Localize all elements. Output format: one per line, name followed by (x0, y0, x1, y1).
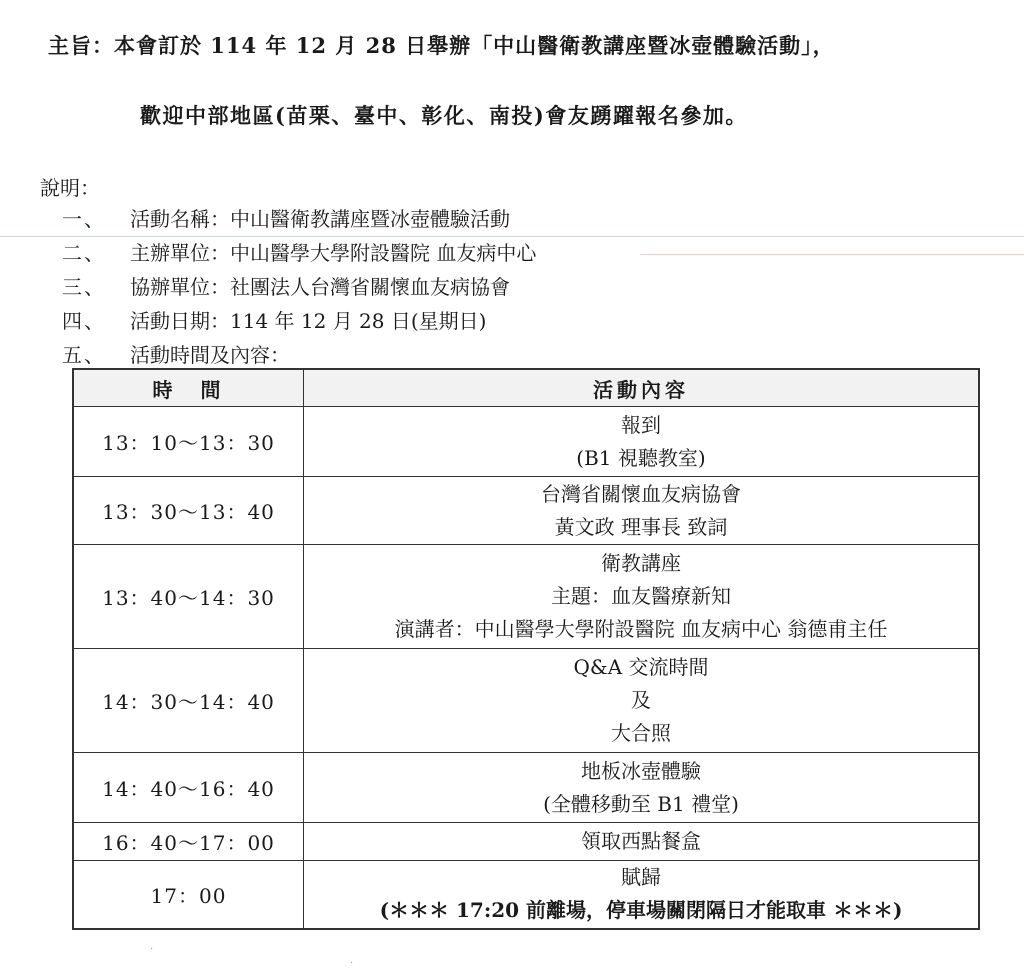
item-number: 五、 (62, 343, 106, 367)
content-line: (全體移動至 B1 禮堂) (543, 791, 739, 816)
scan-artifact-line (640, 254, 1024, 255)
list-item (62, 236, 536, 270)
content-line: 地板冰壺體驗 (581, 758, 701, 783)
item-number: 四、 (62, 309, 106, 333)
schedule-table (72, 368, 980, 930)
item-text: 活動時間及內容： (130, 343, 290, 367)
table-row (73, 823, 979, 861)
content-line: 賦歸 (621, 865, 661, 890)
content-line: 演講者：中山醫學大學附設醫院 血友病中心 翁德甫主任 (394, 617, 888, 641)
content-cell (304, 407, 980, 477)
scan-speck: · (350, 958, 354, 969)
time-cell: 13：10～13：30 (73, 407, 304, 477)
content-line: 黃文政 理事長 致詞 (554, 514, 728, 539)
table-row (73, 753, 979, 823)
subject-line-2: 歡迎中部地區(苗栗、臺中、彰化、南投)會友踴躍報名參加。 (140, 103, 748, 128)
table-row (73, 649, 979, 753)
list-item (62, 202, 536, 236)
explanation-list (62, 202, 536, 372)
item-number: 二、 (62, 241, 106, 265)
table-header-row (73, 369, 979, 407)
content-line: 領取西點餐盒 (581, 829, 701, 853)
content-line: 及 (631, 688, 651, 712)
content-line: 衛教講座 (601, 551, 681, 575)
header-content: 活動內容 (304, 369, 980, 407)
list-item (62, 338, 536, 372)
time-cell: 13：40～14：30 (73, 545, 304, 649)
time-cell: 16：40～17：00 (73, 823, 304, 861)
content-line: (＊＊＊ 17:20 前離場，停車場關閉隔日才能取車 ＊＊＊) (379, 898, 903, 923)
item-text: 活動日期：114 年 12 月 28 日(星期日) (130, 309, 487, 333)
content-line: 台灣省關懷血友病協會 (541, 481, 741, 506)
content-cell (304, 753, 980, 823)
time-cell: 17：00 (73, 861, 304, 929)
item-text: 主辦單位：中山醫學大學附設醫院 血友病中心 (130, 241, 537, 265)
time-cell: 14：30～14：40 (73, 649, 304, 753)
table-row (73, 861, 979, 929)
content-cell (304, 649, 980, 753)
list-item (62, 304, 536, 338)
content-cell (304, 823, 980, 861)
content-line: 主題：血友醫療新知 (551, 584, 731, 608)
item-number: 一、 (62, 207, 106, 231)
content-line: (B1 視聽教室) (576, 445, 706, 470)
explanation-label: 說明： (40, 176, 100, 200)
header-time: 時 間 (73, 369, 304, 407)
list-item (62, 270, 536, 304)
content-line: 報到 (621, 412, 661, 437)
content-cell (304, 477, 980, 545)
subject-line-1: 主旨：本會訂於 114 年 12 月 28 日舉辦「中山醫衛教講座暨冰壺體驗活動」， (48, 33, 835, 58)
content-cell (304, 545, 980, 649)
content-cell (304, 861, 980, 929)
time-cell: 14：40～16：40 (73, 753, 304, 823)
content-line: Q&A 交流時間 (573, 655, 709, 679)
time-cell: 13：30～13：40 (73, 477, 304, 545)
scan-speck: · (150, 944, 154, 955)
item-text: 協辦單位：社團法人台灣省關懷血友病協會 (130, 275, 510, 299)
table-row (73, 545, 979, 649)
item-number: 三、 (62, 275, 106, 299)
item-text: 活動名稱：中山醫衛教講座暨冰壺體驗活動 (130, 207, 510, 231)
table-row (73, 407, 979, 477)
table-row (73, 477, 979, 545)
content-line: 大合照 (611, 721, 671, 745)
